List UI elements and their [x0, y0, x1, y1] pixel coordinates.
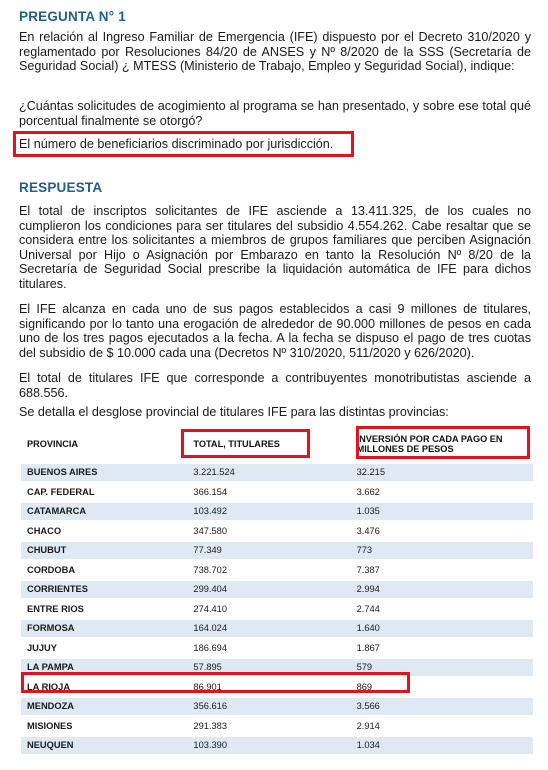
cell-provincia: CHACO	[21, 523, 187, 540]
table-row	[21, 503, 533, 520]
table-row	[21, 562, 533, 579]
provincias-table	[21, 424, 533, 757]
table-row	[21, 640, 533, 657]
cell-titulares: 103.390	[187, 737, 350, 754]
table-row	[21, 542, 533, 559]
cell-titulares: 186.694	[187, 640, 350, 657]
header-provincia: PROVINCIA	[21, 427, 187, 461]
cell-inversion: 3.476	[351, 523, 533, 540]
cell-titulares: 103.492	[187, 503, 350, 520]
cell-inversion: 3.566	[351, 698, 533, 715]
cell-provincia: CORRIENTES	[21, 581, 187, 598]
cell-inversion: 3.662	[351, 484, 533, 501]
cell-titulares: 347.580	[187, 523, 350, 540]
cell-provincia: CHUBUT	[21, 542, 187, 559]
cell-provincia: CORDOBA	[21, 562, 187, 579]
respuesta-p2: El IFE alcanza en cada uno de sus pagos establecidos a casi 9 millones de titulares, significando por lo tanto una erogación de alrededor de 90.000 millones de pesos en cada uno de los tres pagos ejecutados a la fecha. A la fecha se dispuso el pago de tres cuotas del subsidio de $ 10.000 cada una (Decretos Nº 310/2020, 511/2020 y 626/2020).	[19, 302, 531, 360]
table-row	[21, 601, 533, 618]
cell-titulares: 3.221.524	[187, 464, 350, 481]
cell-provincia: JUJUY	[21, 640, 187, 657]
respuesta-p4: Se detalla el desglose provincial de titulares IFE para las distintas provincias:	[19, 405, 449, 419]
cell-titulares: 291.383	[187, 718, 350, 735]
cell-provincia: LA RIOJA	[21, 679, 187, 696]
cell-provincia: MENDOZA	[21, 698, 187, 715]
cell-inversion: 32.215	[351, 464, 533, 481]
respuesta-p3: El total de titulares IFE que corresponde a contribuyentes monotributistas asciende a 688.556.	[19, 371, 531, 400]
cell-inversion: 579	[351, 659, 533, 676]
cell-titulares: 356.616	[187, 698, 350, 715]
table-row	[21, 737, 533, 754]
cell-titulares: 57.895	[187, 659, 350, 676]
cell-inversion: 869	[351, 679, 533, 696]
cell-inversion: 2.994	[351, 581, 533, 598]
highlight-box-la-rioja	[21, 672, 410, 693]
cell-provincia: CAP. FEDERAL	[21, 484, 187, 501]
cell-inversion: 2.914	[351, 718, 533, 735]
table-row	[21, 718, 533, 735]
cell-titulares: 274.410	[187, 601, 350, 618]
cell-provincia: ENTRE RIOS	[21, 601, 187, 618]
pregunta-heading: PREGUNTA N° 1	[19, 9, 127, 24]
cell-inversion: 2.744	[351, 601, 533, 618]
table-row	[21, 523, 533, 540]
respuesta-heading: RESPUESTA	[19, 180, 103, 195]
cell-titulares: 86.901	[187, 679, 350, 696]
cell-inversion: 7.387	[351, 562, 533, 579]
table-row	[21, 484, 533, 501]
pregunta-highlight: El número de beneficiarios discriminado por jurisdicción.	[19, 137, 334, 151]
highlight-box-inversion	[356, 426, 530, 459]
cell-provincia: BUENOS AIRES	[21, 464, 187, 481]
cell-titulares: 299.404	[187, 581, 350, 598]
table-row	[21, 698, 533, 715]
cell-inversion: 773	[351, 542, 533, 559]
table-row	[21, 581, 533, 598]
header-inversion: INVERSIÓN POR CADA PAGO EN MILLONES DE PESOS	[351, 427, 533, 461]
highlight-box-total-titulares	[181, 429, 310, 458]
cell-provincia: LA PAMPA	[21, 659, 187, 676]
cell-titulares: 164.024	[187, 620, 350, 637]
pregunta-question: ¿Cuántas solicitudes de acogimiento al programa se han presentado, y sobre ese total qué porcentual finalmente se otorgó?	[19, 99, 531, 128]
cell-provincia: CATAMARCA	[21, 503, 187, 520]
respuesta-p1: El total de inscriptos solicitantes de IFE asciende a 13.411.325, de los cuales no cumplieron los condiciones para ser titulares del subsidio 4.554.262. Cabe resaltar que se considera entre los solicitantes a miembros de grupos familiares que perciben Asignación Universal por Hijo o Asignación por Embarazo en tanto la Resolución Nº 8/20 de la Secretaría de Seguridad Social prescribe la liquidación automática de IFE para dichos titulares.	[19, 204, 531, 291]
cell-inversion: 1.867	[351, 640, 533, 657]
cell-titulares: 738.702	[187, 562, 350, 579]
table-row	[21, 620, 533, 637]
cell-titulares: 366.154	[187, 484, 350, 501]
table-row	[21, 464, 533, 481]
cell-provincia: MISIONES	[21, 718, 187, 735]
pregunta-intro: En relación al Ingreso Familiar de Emergencia (IFE) dispuesto por el Decreto 310/2020 y reglamentado por Resoluciones 84/20 de ANSES y Nº 8/2020 de la SSS (Secretaría de Seguridad Social) ¿ MTESS (Ministerio de Trabajo, Empleo y Seguridad Social), indique:	[19, 30, 531, 74]
cell-inversion: 1.640	[351, 620, 533, 637]
cell-provincia: FORMOSA	[21, 620, 187, 637]
cell-inversion: 1.035	[351, 503, 533, 520]
cell-provincia: NEUQUEN	[21, 737, 187, 754]
cell-titulares: 77.349	[187, 542, 350, 559]
header-total-titulares: TOTAL, TITULARES	[187, 427, 350, 461]
cell-inversion: 1.034	[351, 737, 533, 754]
